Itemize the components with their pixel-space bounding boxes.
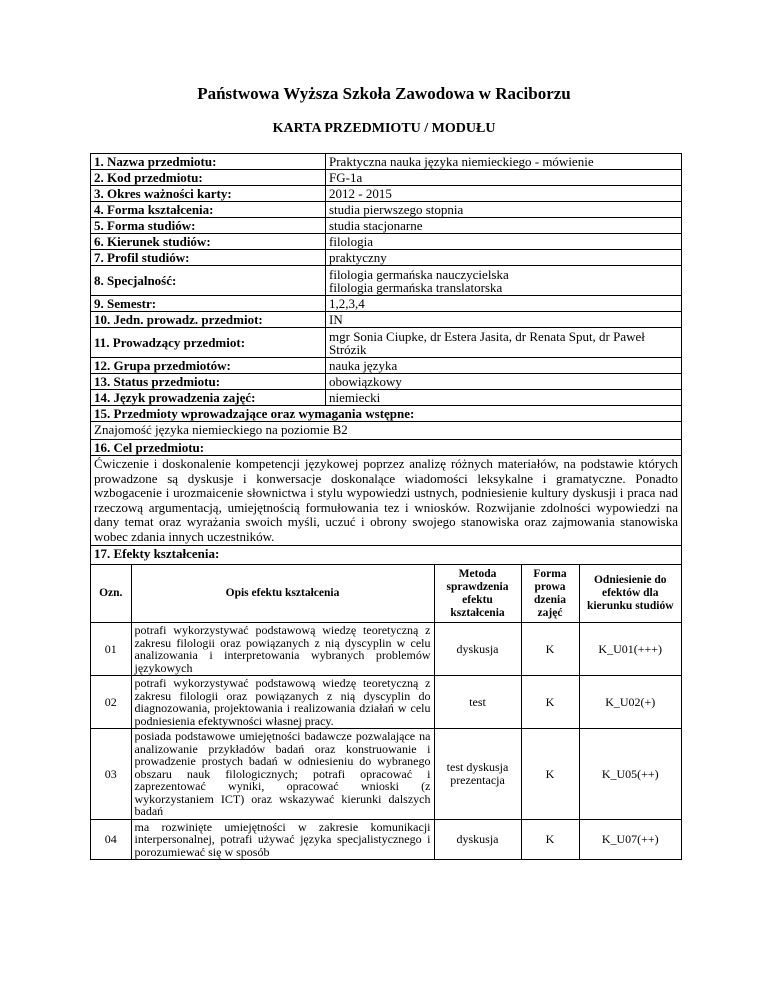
effect-metoda: test dyskusja prezentacja — [434, 729, 521, 820]
info-label: 10. Jedn. prowadz. przedmiot: — [91, 312, 326, 328]
goal-title: 16. Cel przedmiotu: — [91, 440, 681, 456]
info-value: IN — [326, 312, 682, 328]
info-row — [91, 374, 681, 390]
effect-forma: K — [521, 819, 579, 859]
info-row — [91, 250, 681, 266]
effect-odniesienie: K_U07(++) — [579, 819, 681, 859]
info-value: studia stacjonarne — [326, 218, 682, 234]
effects-header-row — [91, 565, 681, 623]
info-value: niemiecki — [326, 390, 682, 406]
info-row — [91, 312, 681, 328]
info-row — [91, 328, 681, 358]
info-label: 3. Okres ważności karty: — [91, 186, 326, 202]
prereq-title: 15. Przedmioty wprowadzające oraz wymagania wstępne: — [91, 406, 681, 422]
effect-opis: posiada podstawowe umiejętności badawcze pozwalające na analizowanie przykładów badań oraz konstruowanie i prowadzenie prostych badań w odniesieniu do wybranego obszaru nauk filologicznych; potrafi opracować i zaprezentować wyniki, opracować wnioski (z wykorzystaniem ICT) oraz wskazywać kierunki dalszych badań — [131, 729, 434, 820]
effect-forma: K — [521, 729, 579, 820]
effect-ozn: 04 — [91, 819, 131, 859]
info-row — [91, 170, 681, 186]
effect-row — [91, 729, 681, 820]
info-row — [91, 218, 681, 234]
info-label: 1. Nazwa przedmiotu: — [91, 154, 326, 170]
effects-title: 17. Efekty kształcenia: — [94, 546, 220, 561]
effect-metoda: test — [434, 676, 521, 729]
info-value: filologia — [326, 234, 682, 250]
info-value: 2012 - 2015 — [326, 186, 682, 202]
effect-odniesienie: K_U01(+++) — [579, 623, 681, 676]
effect-odniesienie: K_U02(+) — [579, 676, 681, 729]
info-row — [91, 266, 681, 296]
specialty-1: filologia germańska nauczycielska — [329, 266, 509, 282]
effect-forma: K — [521, 676, 579, 729]
info-value: studia pierwszego stopnia — [326, 202, 682, 218]
info-label: 7. Profil studiów: — [91, 250, 326, 266]
info-row — [91, 186, 681, 202]
info-label: 2. Kod przedmiotu: — [91, 170, 326, 186]
info-row — [91, 296, 681, 312]
info-row — [91, 358, 681, 374]
header-ozn: Ozn. — [91, 565, 131, 623]
info-label: 6. Kierunek studiów: — [91, 234, 326, 250]
effects-table — [91, 564, 681, 859]
prereq-text: Znajomość języka niemieckiego na poziomie B2 — [91, 422, 681, 440]
effect-opis: potrafi wykorzystywać podstawową wiedzę teoretyczną z zakresu filologii oraz powiązanych z nią dyscyplin w celu analizowania i interpretowania wybranych problemów językowych — [131, 623, 434, 676]
effect-ozn: 03 — [91, 729, 131, 820]
info-label: 12. Grupa przedmiotów: — [91, 358, 326, 374]
info-value: Praktyczna nauka języka niemieckiego - mówienie — [326, 154, 682, 170]
document-title: KARTA PRZEDMIOTU / MODUŁU — [272, 121, 496, 136]
university-name: Państwowa Wyższa Szkoła Zawodowa w Raciborzu — [197, 84, 571, 103]
info-value: obowiązkowy — [326, 374, 682, 390]
effect-row — [91, 676, 681, 729]
info-table — [91, 154, 681, 406]
effect-opis: potrafi wykorzystywać podstawową wiedzę teoretyczną z zakresu filologii oraz powiązanych z nią dyscyplin do diagnozowania, projektowania i realizowania działań w celu podniesienia efektywności własnej pracy. — [131, 676, 434, 729]
info-row — [91, 390, 681, 406]
goal-text: Ćwiczenie i doskonalenie kompetencji językowej poprzez analizę różnych materiałów, na podstawie których prowadzone są dyskusje i konwersacje doskonalące wiadomości leksykalne i gramatyczne. Ponadto wzbogacenie i urozmaicenie słownictwa i stylu wypowiedzi ustnych, podniesienie kultury dyskusji i praca nad rzeczową argumentacją, umiejętnością formułowania tez i wniosków. Rozwijanie zdolności wypowiedzi na dany temat oraz wyrażania swoich myśli, uczuć i obrony swojego stanowiska oraz zajmowania stanowiska wobec zdania innych uczestników. — [91, 456, 681, 546]
effect-forma: K — [521, 623, 579, 676]
header-opis: Opis efektu kształcenia — [131, 565, 434, 623]
info-label: 11. Prowadzący przedmiot: — [91, 328, 326, 358]
effect-row — [91, 819, 681, 859]
info-label: 8. Specjalność: — [91, 266, 326, 296]
effect-ozn: 01 — [91, 623, 131, 676]
info-row — [91, 234, 681, 250]
effect-row — [91, 623, 681, 676]
course-card — [90, 153, 682, 860]
effect-metoda: dyskusja — [434, 623, 521, 676]
effect-opis: ma rozwinięte umiejętności w zakresie komunikacji interpersonalnej, potrafi używać języka specjalistycznego i porozumiewać się w sposób — [131, 819, 434, 859]
header-metoda: Metoda sprawdzenia efektu kształcenia — [434, 565, 521, 623]
info-value: FG-1a — [326, 170, 682, 186]
info-label: 4. Forma kształcenia: — [91, 202, 326, 218]
info-value: mgr Sonia Ciupke, dr Estera Jasita, dr Renata Sput, dr Paweł Strózik — [326, 328, 682, 358]
info-row — [91, 154, 681, 170]
info-label: 13. Status przedmiotu: — [91, 374, 326, 390]
info-label: 5. Forma studiów: — [91, 218, 326, 234]
header-forma: Forma prowa dzenia zajęć — [521, 565, 579, 623]
header-odniesienie: Odniesienie do efektów dla kierunku studiów — [579, 565, 681, 623]
info-value: praktyczny — [326, 250, 682, 266]
info-row — [91, 202, 681, 218]
info-value: nauka języka — [326, 358, 682, 374]
effect-ozn: 02 — [91, 676, 131, 729]
effect-odniesienie: K_U05(++) — [579, 729, 681, 820]
specialty-2: filologia germańska translatorska — [329, 279, 503, 295]
info-value: 1,2,3,4 — [326, 296, 682, 312]
info-label: 9. Semestr: — [91, 296, 326, 312]
info-label: 14. Język prowadzenia zajęć: — [91, 390, 326, 406]
effect-metoda: dyskusja — [434, 819, 521, 859]
info-value — [326, 266, 682, 296]
